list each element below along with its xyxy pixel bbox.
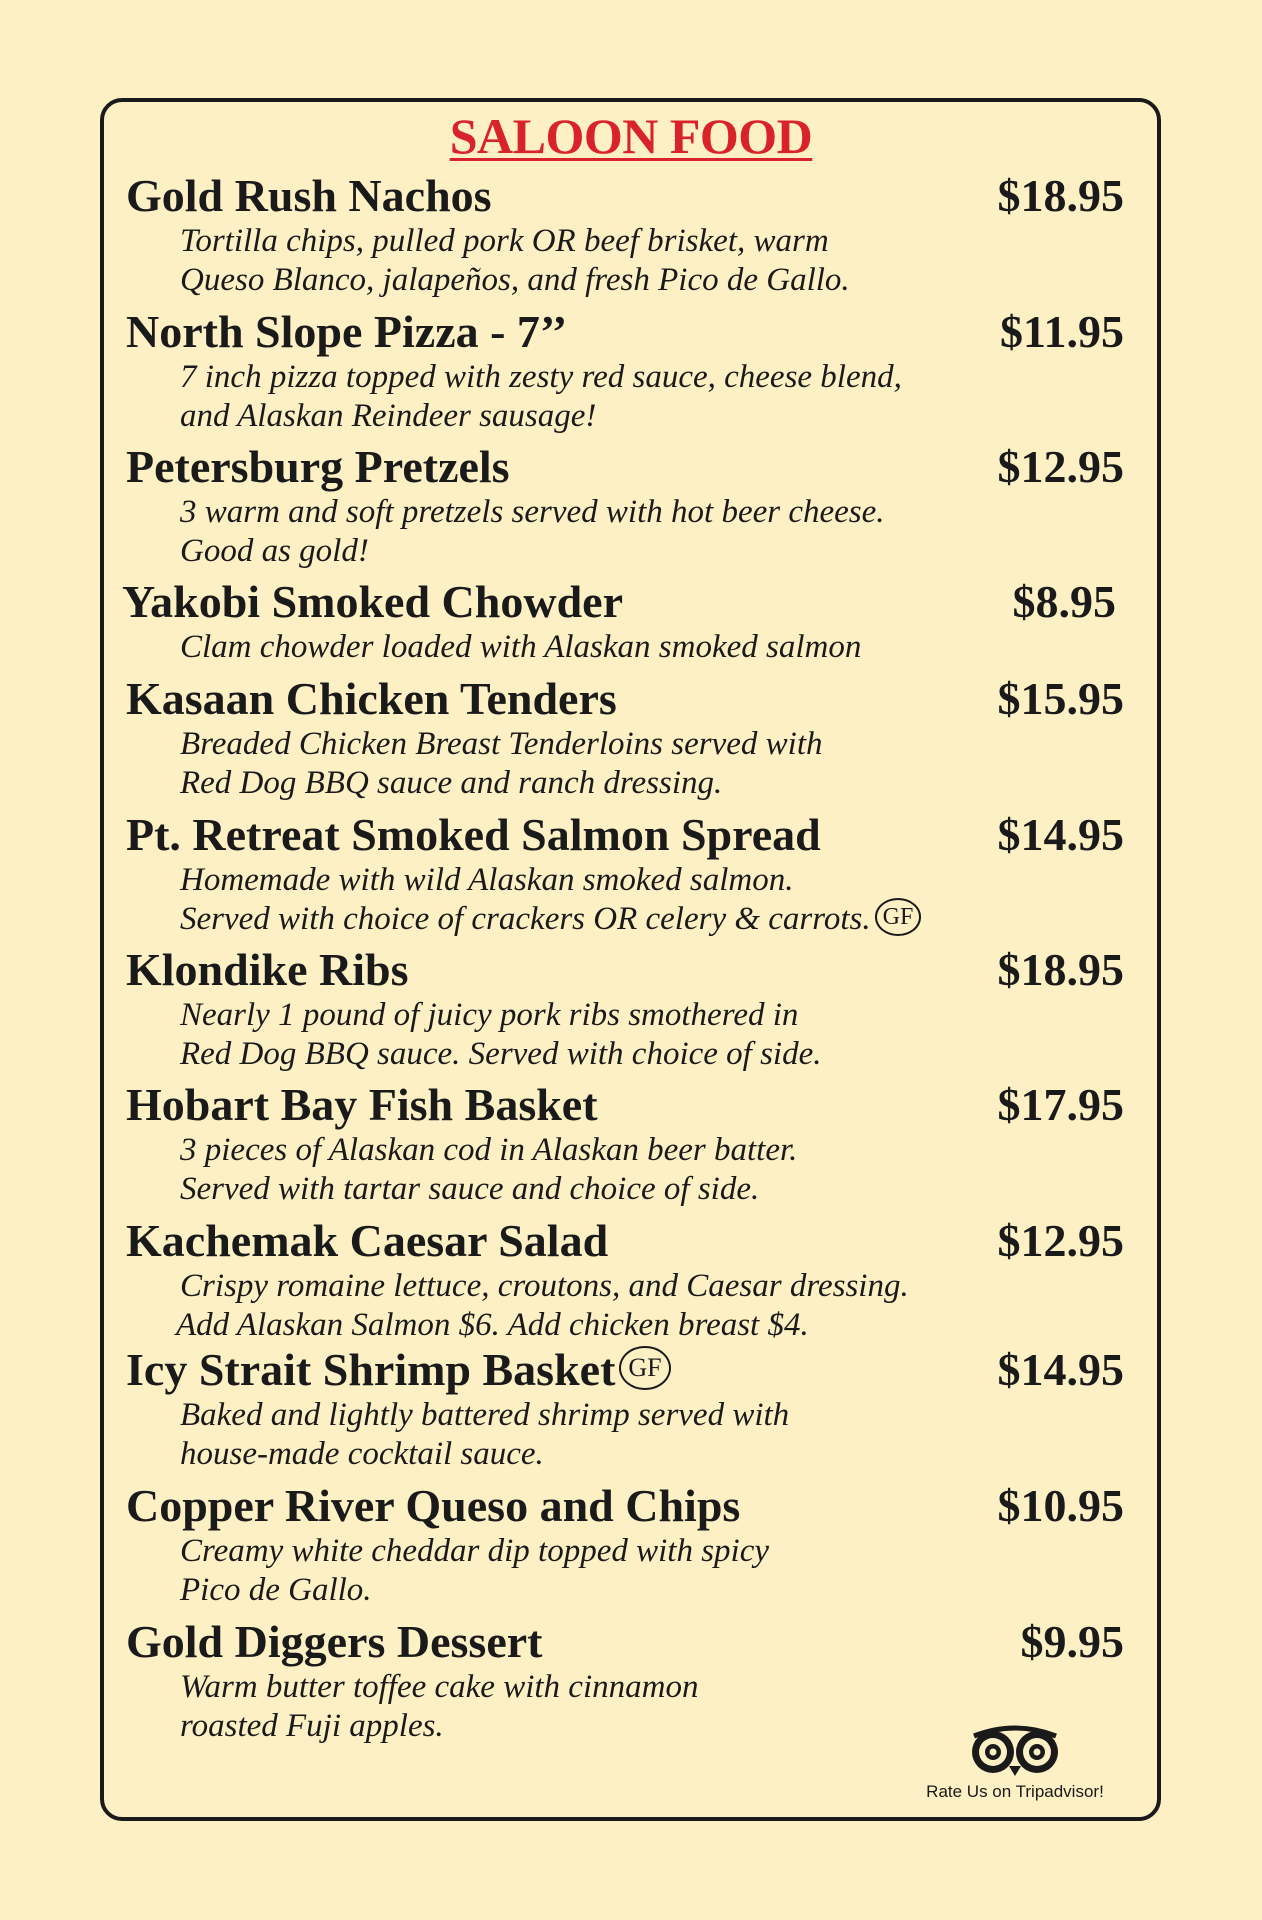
item-name (126, 1344, 671, 1396)
description-line: Baked and lightly battered shrimp served with (180, 1397, 790, 1433)
gluten-free-badge: GF (619, 1346, 670, 1390)
item-name-text: Icy Strait Shrimp Basket (126, 1344, 616, 1395)
item-name: Copper River Queso and Chips (126, 1480, 741, 1531)
item-header (126, 1215, 1124, 1267)
item-header (122, 576, 1116, 628)
item-name: Kachemak Caesar Salad (126, 1215, 609, 1266)
item-name: Kasaan Chicken Tenders (126, 673, 617, 724)
item-price: $8.95 (1012, 576, 1116, 627)
description-line: Nearly 1 pound of juicy pork ribs smothered in (180, 997, 799, 1033)
description-line: 3 warm and soft pretzels served with hot beer cheese. (180, 494, 885, 530)
gluten-free-badge: GF (875, 898, 922, 936)
description-line: Breaded Chicken Breast Tenderloins served with (180, 726, 823, 762)
item-header (126, 170, 1124, 222)
description-line: Tortilla chips, pulled pork OR beef brisket, warm (180, 223, 829, 259)
menu-title: SALOON FOOD (449, 108, 813, 164)
menu-item-petersburg-pretzels (126, 441, 1124, 571)
owl-eyes-icon (960, 1718, 1070, 1778)
item-description (180, 861, 1124, 940)
item-description (180, 628, 1116, 667)
description-line: Served with tartar sauce and choice of side. (180, 1171, 760, 1207)
item-price: $14.95 (997, 1344, 1124, 1395)
item-description (176, 1267, 1124, 1345)
description-line (180, 900, 1124, 940)
item-header (126, 1616, 1124, 1668)
menu-item-icy-strait-shrimp-basket (126, 1344, 1124, 1474)
item-price: $12.95 (997, 1215, 1124, 1266)
description-line: Red Dog BBQ sauce and ranch dressing. (180, 765, 723, 801)
tripadvisor-label: Rate Us on Tripadvisor! (926, 1782, 1104, 1801)
item-price: $9.95 (1020, 1616, 1124, 1667)
description-line: Homemade with wild Alaskan smoked salmon. (180, 862, 794, 898)
menu-item-yakobi-smoked-chowder (122, 576, 1116, 667)
item-price: $15.95 (997, 673, 1124, 724)
item-name: Hobart Bay Fish Basket (126, 1079, 598, 1130)
menu-item-kasaan-chicken-tenders (126, 673, 1124, 803)
item-price: $12.95 (997, 441, 1124, 492)
item-description (180, 1532, 1124, 1610)
tripadvisor-link[interactable] (900, 1718, 1130, 1802)
item-name: Klondike Ribs (126, 944, 409, 995)
item-header (126, 673, 1124, 725)
item-header (126, 809, 1124, 861)
item-description (180, 358, 1124, 436)
description-line: 3 pieces of Alaskan cod in Alaskan beer batter. (180, 1132, 798, 1168)
menu-item-pt-retreat-salmon-spread (126, 809, 1124, 940)
description-line: Red Dog BBQ sauce. Served with choice of side. (180, 1036, 822, 1072)
item-name: Petersburg Pretzels (126, 441, 510, 492)
item-description (180, 725, 1124, 803)
menu-item-hobart-bay-fish-basket (126, 1079, 1124, 1209)
item-name: Yakobi Smoked Chowder (122, 576, 623, 627)
description-line: roasted Fuji apples. (180, 1708, 444, 1744)
item-header (126, 1344, 1124, 1396)
menu-item-gold-rush-nachos (126, 170, 1124, 300)
item-name: North Slope Pizza - 7’’ (126, 306, 568, 357)
menu-item-copper-river-queso (126, 1480, 1124, 1610)
item-price: $10.95 (997, 1480, 1124, 1531)
menu-item-klondike-ribs (126, 944, 1124, 1074)
description-line: 7 inch pizza topped with zesty red sauce, cheese blend, (180, 359, 902, 395)
item-header (126, 1480, 1124, 1532)
item-header (126, 441, 1124, 493)
description-line: house-made cocktail sauce. (180, 1436, 544, 1472)
item-price: $11.95 (1000, 306, 1124, 357)
item-price: $18.95 (997, 944, 1124, 995)
item-header (126, 944, 1124, 996)
item-description (180, 996, 1124, 1074)
description-line: Good as gold! (180, 533, 369, 569)
description-line: Add Alaskan Salmon $6. Add chicken breast $4. (176, 1307, 809, 1343)
menu-item-north-slope-pizza (126, 306, 1124, 436)
item-price: $14.95 (997, 809, 1124, 860)
item-name: Gold Diggers Dessert (126, 1616, 543, 1667)
description-line: Creamy white cheddar dip topped with spicy (180, 1533, 770, 1569)
description-line: Pico de Gallo. (180, 1572, 372, 1608)
description-line: Clam chowder loaded with Alaskan smoked salmon (180, 629, 862, 665)
item-price: $18.95 (997, 170, 1124, 221)
description-line: Crispy romaine lettuce, croutons, and Caesar dressing. (180, 1268, 909, 1304)
item-description (180, 1131, 1124, 1209)
description-line: and Alaskan Reindeer sausage! (180, 398, 597, 434)
item-name: Pt. Retreat Smoked Salmon Spread (126, 809, 821, 860)
item-price: $17.95 (997, 1079, 1124, 1130)
menu-item-kachemak-caesar-salad (126, 1215, 1124, 1345)
item-description (180, 493, 1124, 571)
item-header (126, 1079, 1124, 1131)
item-description (180, 1396, 1124, 1474)
description-line: Queso Blanco, jalapeños, and fresh Pico de Gallo. (180, 262, 850, 298)
item-header (126, 306, 1124, 358)
description-text: Served with choice of crackers OR celery & carrots. (180, 901, 871, 937)
item-name: Gold Rush Nachos (126, 170, 492, 221)
item-description (180, 222, 1124, 300)
description-line: Warm butter toffee cake with cinnamon (180, 1669, 699, 1705)
